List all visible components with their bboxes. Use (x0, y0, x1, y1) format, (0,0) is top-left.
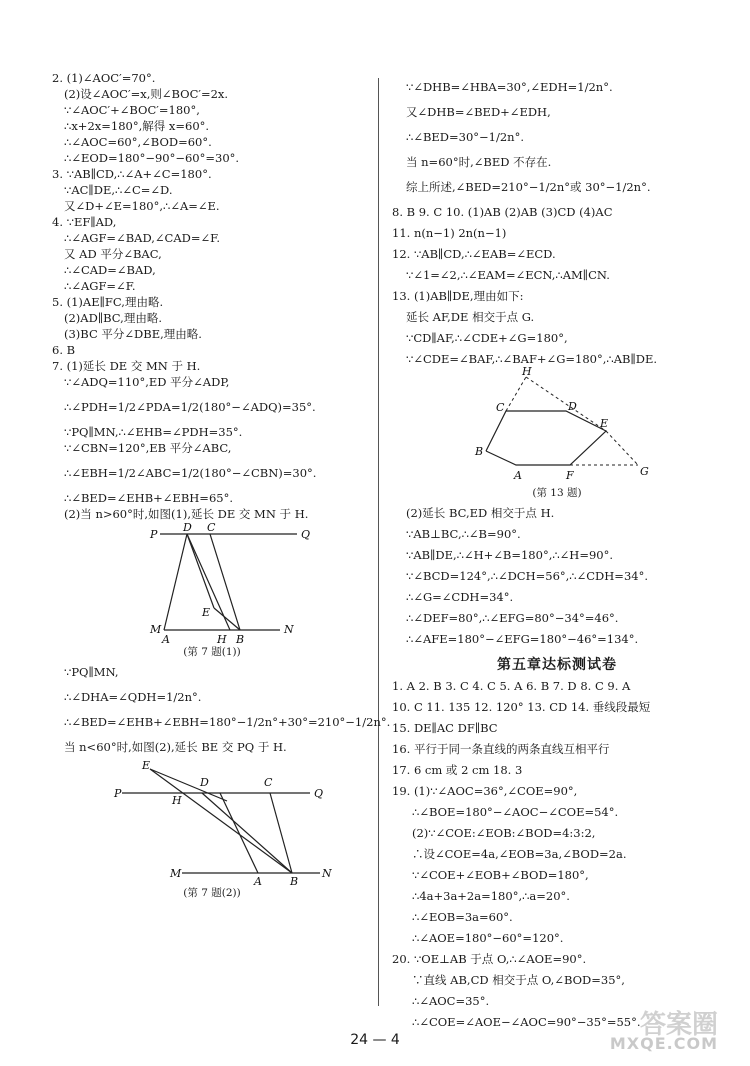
answer-line: ∵∠AOC′+∠BOC′=180°, (64, 103, 200, 117)
fig1-label-b: B (236, 633, 245, 644)
answer-line: ∴∠DEF=80°,∴∠EFG=80°−34°=46°. (406, 611, 619, 625)
fig2-label-c: C (264, 776, 273, 789)
left-column (52, 70, 391, 900)
answer-line: 又∠D+∠E=180°,∴∠A=∠E. (64, 199, 220, 213)
fig1-label-m: M (150, 623, 162, 636)
answer-line: 又∠DHB=∠BED+∠EDH, (406, 105, 551, 119)
fig3-label-d: D (568, 400, 577, 413)
fig2-label-b: B (290, 875, 299, 885)
answer-line: ∴∠EOB=3a=60°. (412, 910, 513, 924)
answer-line: 2. (1)∠AOC′=70°. (52, 71, 156, 85)
fig1-label-e: E (202, 606, 211, 619)
fig2-label-e: E (142, 759, 151, 772)
figure-7-2 (52, 755, 372, 885)
fig3-label-a: A (514, 469, 522, 482)
answer-line: 15. DE∥AC DF∥BC (392, 721, 498, 735)
answer-line: ∴∠AFE=180°−∠EFG=180°−46°=134°. (406, 632, 639, 646)
figure-13 (392, 367, 722, 485)
answer-line: ∴∠CAD=∠BAD, (64, 263, 156, 277)
answer-line: (2)当 n>60°时,如图(1),延长 DE 交 MN 于 H. (64, 507, 309, 521)
answer-line: ∵∠DHB=∠HBA=30°,∠EDH=1/2n°. (406, 80, 613, 94)
answer-line: ∴∠DHA=∠QDH=1/2n°. (64, 690, 202, 704)
answer-line: 8. B 9. C 10. (1)AB (2)AB (3)CD (4)AC (392, 205, 613, 219)
answer-line: ∴∠BOE=180°−∠AOC−∠COE=54°. (412, 805, 619, 819)
answer-line: ∴∠COE=∠AOE−∠AOC=90°−35°=55°. (412, 1015, 641, 1029)
answer-line: 又 AD 平分∠BAC, (64, 247, 162, 261)
answer-line: 综上所述,∠BED=210°−1/2n°或 30°−1/2n°. (406, 180, 651, 194)
answer-line: 6. B (52, 343, 76, 357)
figure-caption: (第 7 题(1)) (183, 646, 241, 658)
fig2-label-a: A (254, 875, 262, 885)
answer-line: (2)∵∠COE:∠EOB:∠BOD=4:3:2, (412, 826, 596, 840)
answer-line: ∵AB∥DE,∴∠H+∠B=180°,∴∠H=90°. (406, 548, 614, 562)
fig1-label-n: N (284, 623, 294, 636)
right-column (392, 70, 722, 1030)
watermark-logo (582, 1004, 722, 1054)
answer-line: ∴∠EBH=1/2∠ABC=1/2(180°−∠CBN)=30°. (64, 466, 317, 480)
fig1-label-h: H (217, 633, 227, 644)
fig1-label-c: C (207, 522, 216, 534)
answer-line: ∵直线 AB,CD 相交于点 O,∠BOD=35°, (412, 973, 625, 987)
answer-line: ∵AC∥DE,∴∠C=∠D. (64, 183, 173, 197)
answer-line: (2)延长 BC,ED 相交于点 H. (406, 506, 555, 520)
answer-line: ∵∠1=∠2,∴∠EAM=∠ECN,∴AM∥CN. (406, 268, 610, 282)
fig1-label-a: A (162, 633, 170, 644)
answer-line: ∴∠BED=∠EHB+∠EBH=65°. (64, 491, 233, 505)
fig3-label-f: F (566, 469, 574, 482)
figure-caption: (第 7 题(2)) (183, 887, 241, 899)
answer-line: ∴设∠COE=4a,∠EOB=3a,∠BOD=2a. (412, 847, 627, 861)
fig3-label-b: B (475, 445, 484, 458)
answer-line: ∴∠AOE=180°−60°=120°. (412, 931, 564, 945)
answer-line: ∵PQ∥MN, (64, 665, 119, 679)
answer-line: 当 n=60°时,∠BED 不存在. (406, 155, 552, 169)
fig2-label-m: M (170, 867, 182, 880)
fig3-label-e: E (600, 417, 609, 430)
answer-line: 12. ∵AB∥CD,∴∠EAB=∠ECD. (392, 247, 556, 261)
answer-line: 17. 6 cm 或 2 cm 18. 3 (392, 763, 523, 777)
fig2-label-p: P (114, 787, 122, 800)
answer-line: 4. ∵EF∥AD, (52, 215, 117, 229)
figure-caption: (第 13 题) (532, 487, 582, 499)
fig1-label-p: P (150, 528, 158, 541)
watermark-url: MXQE.COM (609, 1034, 718, 1053)
answer-line: 5. (1)AE∥FC,理由略. (52, 295, 164, 309)
answer-line: ∵AB⊥BC,∴∠B=90°. (406, 527, 521, 541)
answer-line: 3. ∵AB∥CD,∴∠A+∠C=180°. (52, 167, 212, 181)
answer-line: 7. (1)延长 DE 交 MN 于 H. (52, 359, 201, 373)
fig1-label-q: Q (301, 528, 311, 541)
answer-line: ∵∠CDE=∠BAF,∴∠BAF+∠G=180°,∴AB∥DE. (406, 352, 658, 366)
answer-line: ∵∠CBN=120°,EB 平分∠ABC, (64, 441, 232, 455)
answer-line: ∴∠G=∠CDH=34°. (406, 590, 514, 604)
answer-line: ∴∠BED=30°−1/2n°. (406, 130, 524, 144)
answer-line: 11. n(n−1) 2n(n−1) (392, 226, 507, 240)
answer-line: 16. 平行于同一条直线的两条直线互相平行 (392, 742, 610, 756)
answer-line: ∴∠AGF=∠F. (64, 279, 136, 293)
answer-line: ∵PQ∥MN,∴∠EHB=∠PDH=35°. (64, 425, 243, 439)
answer-line: 13. (1)AB∥DE,理由如下: (392, 289, 524, 303)
answer-line: ∵∠BCD=124°,∴∠DCH=56°,∴∠CDH=34°. (406, 569, 648, 583)
fig3-label-h: H (522, 367, 532, 378)
answer-line: (2)设∠AOC′=x,则∠BOC′=2x. (64, 87, 229, 101)
column-divider (378, 78, 379, 1006)
section-heading: 第五章达标测试卷 (497, 657, 617, 673)
figure-7-1 (52, 522, 372, 644)
fig3-label-g: G (640, 465, 649, 478)
page-number: 24 — 4 (350, 1032, 400, 1048)
answer-line: ∵∠ADQ=110°,ED 平分∠ADP, (64, 375, 230, 389)
answer-line: ∴∠BED=∠EHB+∠EBH=180°−1/2n°+30°=210°−1/2n°. (64, 715, 391, 729)
answer-line: ∴∠PDH=1/2∠PDA=1/2(180°−∠ADQ)=35°. (64, 400, 316, 414)
fig2-label-n: N (322, 867, 332, 880)
answer-line: (3)BC 平分∠DBE,理由略. (64, 327, 202, 341)
answer-line: ∴∠AGF=∠BAD,∠CAD=∠F. (64, 231, 220, 245)
answer-line: ∴∠AOC=60°,∠BOD=60°. (64, 135, 212, 149)
fig2-label-q: Q (314, 787, 324, 800)
answer-line: 当 n<60°时,如图(2),延长 BE 交 PQ 于 H. (64, 740, 287, 754)
answer-line: 20. ∵OE⊥AB 于点 O,∴∠AOE=90°. (392, 952, 587, 966)
watermark-text: 答案圈 (639, 1010, 718, 1040)
answer-line: ∵∠COE+∠EOB+∠BOD=180°, (412, 868, 589, 882)
fig2-label-h: H (172, 794, 182, 807)
fig1-label-d: D (183, 522, 192, 534)
answer-line: 1. A 2. B 3. C 4. C 5. A 6. B 7. D 8. C 9. A (392, 679, 631, 693)
answer-line: 延长 AF,DE 相交于点 G. (406, 310, 535, 324)
answer-line: 10. C 11. 135 12. 120° 13. CD 14. 垂线段最短 (392, 700, 651, 714)
answer-line: ∴∠AOC=35°. (412, 994, 490, 1008)
answer-line: ∴4a+3a+2a=180°,∴a=20°. (412, 889, 570, 903)
fig2-label-d: D (200, 776, 209, 789)
fig3-label-c: C (496, 401, 505, 414)
answer-line: ∵CD∥AF,∴∠CDE+∠G=180°, (406, 331, 568, 345)
answer-line: ∴x+2x=180°,解得 x=60°. (64, 119, 210, 133)
answer-line: ∴∠EOD=180°−90°−60°=30°. (64, 151, 240, 165)
answer-line: 19. (1)∵∠AOC=36°,∠COE=90°, (392, 784, 578, 798)
answer-line: (2)AD∥BC,理由略. (64, 311, 162, 325)
